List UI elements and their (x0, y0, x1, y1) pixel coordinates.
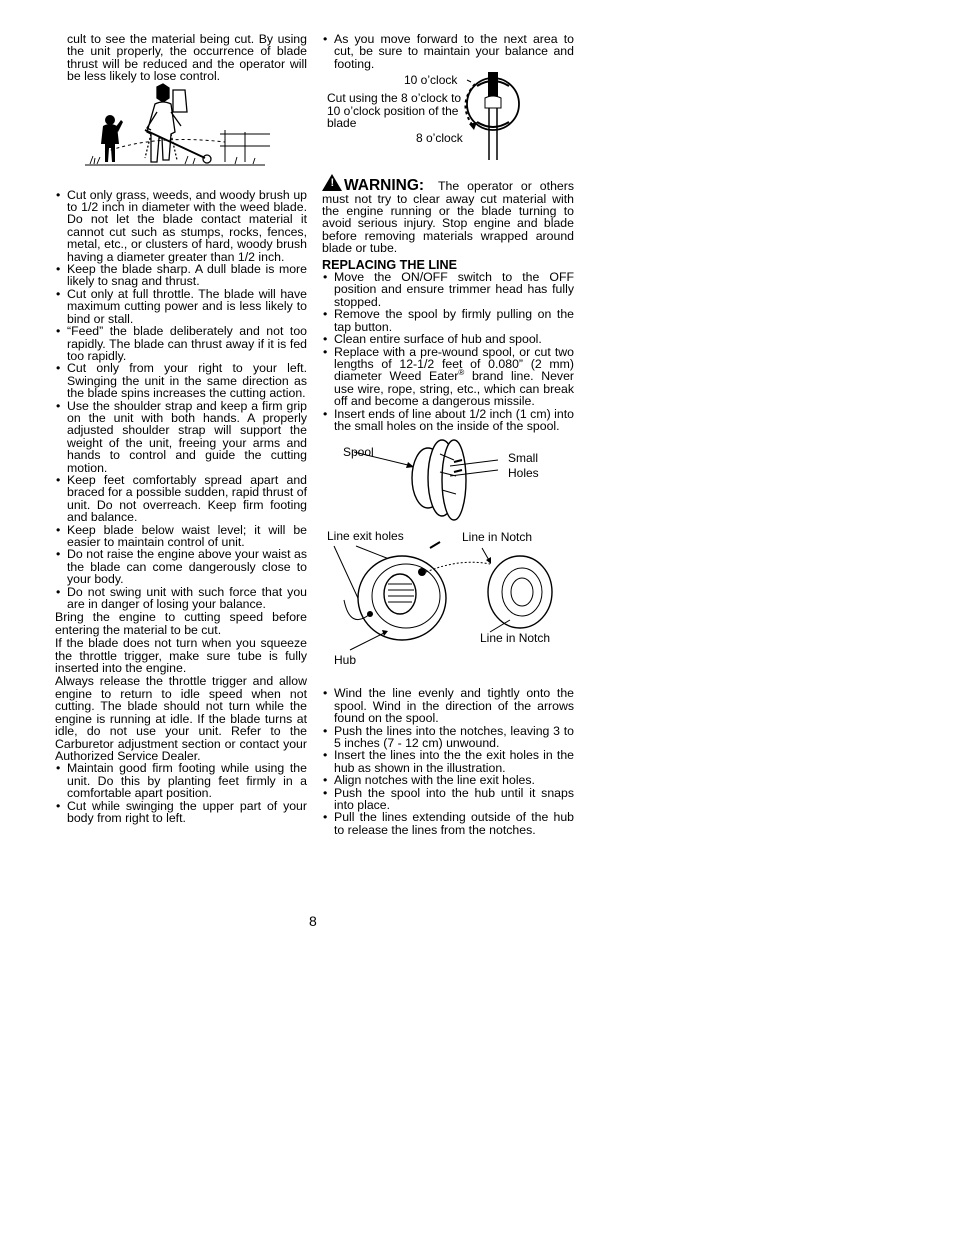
list-item: • Do not raise the engine above your waist as the blade can come dangerously close to your body. (55, 548, 307, 585)
list-item: • Align notches with the line exit holes. (322, 774, 574, 786)
bystander-figure (101, 115, 123, 162)
list-item: • Push the lines into the notches, leaving 3 to 5 inches (7 - 12 cm) unwound. (322, 725, 574, 750)
label-8-oclock: 8 o’clock (416, 131, 463, 145)
label-spool: Spool (343, 445, 374, 459)
warning-paragraph (322, 174, 574, 254)
list-item: • Keep blade below waist level; it will be easier to maintain control of unit. (55, 524, 307, 549)
list-item: • Insert ends of line about 1/2 inch (1 cm) into the small holes on the inside of the spool. (322, 408, 574, 433)
list-item: • Cut only from your right to your left. Swinging the unit in the same direction as the blade spins increases the cutting action. (55, 362, 307, 399)
list-item: • Use the shoulder strap and keep a firm grip on the unit with both hands. A properly adjusted shoulder strap will support the weight of the unit, freeing your arms and hands to control and guide the cutting motion. (55, 400, 307, 474)
fence (220, 130, 270, 162)
spool-illustration (350, 432, 510, 524)
list-item: • Pull the lines extending outside of the hub to release the lines from the notches. (322, 811, 574, 836)
winding-list (322, 687, 574, 836)
replace-text-end: brand line. Never use wire, rope, string, etc., which can break off and become a dangerous missile. (334, 369, 575, 409)
label-line-in-notch-bottom: Line in Notch (480, 631, 551, 645)
label-holes: Holes (508, 466, 539, 480)
paragraph: Bring the engine to cutting speed before entering the material to be cut. (55, 610, 307, 637)
replace-line-list (322, 271, 574, 432)
list-item: • Cut while swinging the upper part of your body from right to left. (55, 800, 307, 825)
list-item: • “Feed” the blade deliberately and not too rapidly. The blade can thrust away if it is fed too rapidly. (55, 325, 307, 362)
list-item: • As you move forward to the next area to cut, be sure to maintain your balance and footing. (322, 33, 574, 70)
list-item (322, 346, 574, 408)
registered-mark: ® (458, 368, 465, 378)
list-item: • Maintain good firm footing while using the unit. Do this by planting feet firmly in a comfortable apart position. (55, 762, 307, 799)
page-number: 8 (309, 913, 317, 929)
label-hub: Hub (334, 653, 357, 667)
intro-paragraph: cult to see the material being cut. By using the unit properly, the occurrence of blade thrust will be reduced and the operator will be less likely to lose control. (67, 32, 307, 84)
label-line-exit-holes: Line exit holes (327, 529, 404, 543)
paragraph: Always release the throttle trigger and allow engine to return to idle speed when not cutting. The blade should not turn while the engine is running at idle. If the blade turns at idle, do not use your unit. Refer to the Carburetor adjustment section or contact your Authorized Service Dealer. (55, 674, 307, 763)
label-10-oclock: 10 o’clock (404, 73, 458, 87)
list-item: • Keep feet comfortably spread apart and braced for a possible sudden, rapid thrust of unit. Do not overreach. Keep firm footing and balance. (55, 474, 307, 524)
warning-icon: ! (322, 174, 342, 191)
list-item: • Keep the blade sharp. A dull blade is more likely to snag and thrust. (55, 263, 307, 288)
list-item: • Push the spool into the hub until it snaps into place. (322, 787, 574, 812)
replace-text-start: Replace with a pre-wound spool, or cut two lengths of 12-1/2 feet of 0.080” (2 mm) diameter Weed Eater (334, 344, 574, 384)
blade-clock-diagram (455, 68, 530, 160)
list-item: • Cut only grass, weeds, and woody brush up to 1/2 inch in diameter with the weed blade. Do not let the blade contact material it cannot cut such as stumps, rocks, fences, metal, etc., or clusters of hard, woody brush having a diameter greater than 1/2 inch. (55, 189, 307, 263)
hub-illustration (330, 540, 560, 655)
footing-list (55, 762, 307, 824)
label-small: Small (508, 451, 539, 465)
list-item: • Do not swing unit with such force that you are in danger of losing your balance. (55, 586, 307, 611)
warning-title: WARNING: (344, 177, 425, 195)
label-cut-position: Cut using the 8 o’clock to 10 o’clock position of the blade (327, 91, 462, 130)
forward-list (322, 33, 574, 70)
operator-illustration (85, 82, 270, 170)
warning-text: The operator or others must not try to clear away cut material with the engine running or the blade turning to avoid serious injury. Stop engine and blade before removing materials wrapped around blade or tube. (322, 179, 574, 256)
list-item: • Move the ON/OFF switch to the OFF position and ensure trimmer head has fully stopped. (322, 271, 574, 308)
blade-safety-list (55, 189, 307, 611)
paragraph: If the blade does not turn when you squeeze the throttle trigger, make sure tube is fully inserted into the engine. (55, 636, 307, 676)
list-item: • Clean entire surface of hub and spool. (322, 333, 574, 345)
list-item: • Remove the spool by firmly pulling on the tap button. (322, 308, 574, 333)
list-item: • Wind the line evenly and tightly onto the spool. Wind in the direction of the arrows found on the spool. (322, 687, 574, 724)
list-item: • Insert the lines into the the exit holes in the hub as shown in the illustration. (322, 749, 574, 774)
label-line-in-notch-top: Line in Notch (462, 530, 533, 544)
operator-figure (145, 84, 211, 163)
section-heading: REPLACING THE LINE (322, 257, 458, 272)
list-item: • Cut only at full throttle. The blade will have maximum cutting power and is less likely to bind or stall. (55, 288, 307, 325)
